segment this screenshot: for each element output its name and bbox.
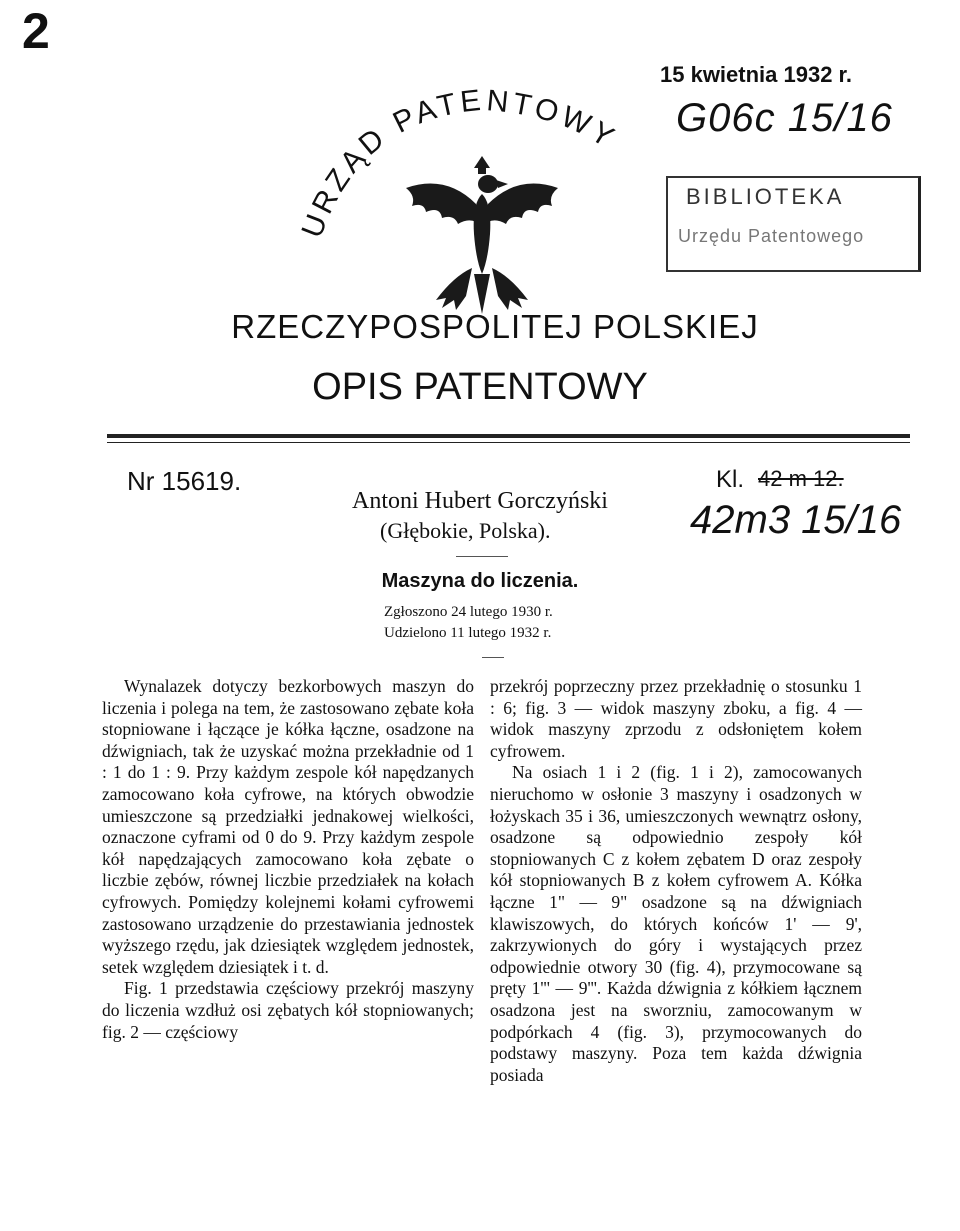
- paragraph: Wynalazek dotyczy bezkorbowych maszyn do liczenia i polega na tem, że zastosowano zębate koła stopniowane i łączące je kółka łączne, osadzone na dźwigniach, tak że uzyskać można przekładnie od 1 : 1 do 1 : 9. Przy każdym zespole kół napędzanych zamocowano koła cyfrowe, na których obwodzie umieszczone są przedziałki jednakowej wielkości, oznaczone cyframi od 0 do 9. Przy każdym zespole kół napędzających zamocowano koła zębate o liczbie zębów, równej liczbie przedziałek na kołach cyfrowych. Pomiędzy kolejnemi kołami cyfrowemi zastosowano urządzenie do przestawiania jednostek wyższego rzędu, jak dziesiątek względem jednostek, setek względem dziesiątek i t. d.: [102, 676, 474, 977]
- publication-date: 15 kwietnia 1932 r.: [660, 62, 853, 87]
- class-label: Kl.: [716, 466, 745, 493]
- document-type-heading: OPIS PATENTOWY: [312, 366, 648, 408]
- inventor-location: (Głębokie, Polska).: [380, 518, 551, 543]
- patent-number: Nr 15619.: [127, 466, 242, 496]
- inventor-name: Antoni Hubert Gorczyński: [352, 488, 608, 514]
- header-rule-thin: [107, 442, 910, 443]
- filing-dates: [384, 602, 553, 644]
- library-stamp-text: BIBLIOTEKA: [686, 184, 845, 209]
- paragraph: Na osiach 1 i 2 (fig. 1 i 2), zamocowanych nieruchomo w osłonie 3 maszyny i osadzonych w łożyskach 35 i 36, umieszczonych wewnątrz osłony, osadzone są odpowiednio zespoły kół stopniowanych C z kołem zębatem D oraz zespoły kół stopniowanych B z kołem cyfrowem A. Kółka łączne 1" — 9" osadzone są na dźwigniach klawiszowych, do których końców 1' — 9', zakrzywionych do góry i wystających przez odpowiednie otwory 30 (fig. 4), przymocowane są pręty 1''' — 9'''. Każda dźwignia z kółkiem łącznem osadzona jest na sworzniu, zamocowanym w podpórkach 4 (fig. 3), przymocowanych do podstawy maszyny. Poza tem każda dźwignia posiada: [490, 762, 862, 1085]
- library-stamp-subtext: Urzędu Patentowego: [678, 226, 865, 246]
- separator-rule: [456, 556, 508, 557]
- country-heading: RZECZYPOSPOLITEJ POLSKIEJ: [231, 308, 759, 345]
- filed-date: Zgłoszono 24 lutego 1930 r.: [384, 604, 553, 620]
- office-arc-text: URZĄD PATENTOWY: [295, 83, 623, 243]
- invention-title: Maszyna do liczenia.: [381, 570, 579, 592]
- eagle-emblem-icon: [392, 150, 572, 320]
- page-number: 2: [22, 3, 50, 59]
- class-struck-out: 42 m 12.: [758, 466, 844, 491]
- class-handwritten: 42m3 15/16: [690, 498, 902, 542]
- header-rule-thick: [107, 434, 910, 438]
- body-right-column: [490, 676, 862, 1086]
- granted-date: Udzielono 11 lutego 1932 r.: [384, 625, 552, 641]
- classification-handwritten: G06c 15/16: [676, 96, 893, 140]
- separator-rule-small: [482, 657, 504, 658]
- paragraph: Fig. 1 przedstawia częściowy przekrój maszyny do liczenia wzdłuż osi zębatych kół stopniowanych; fig. 2 — częściowy: [102, 978, 474, 1042]
- body-left-column: [102, 676, 474, 1043]
- paragraph: przekrój poprzeczny przez przekładnię o stosunku 1 : 6; fig. 3 — widok maszyny zboku, a fig. 4 — widok maszyny zprzodu z odsłoniętem kołem cyfrowem.: [490, 676, 862, 761]
